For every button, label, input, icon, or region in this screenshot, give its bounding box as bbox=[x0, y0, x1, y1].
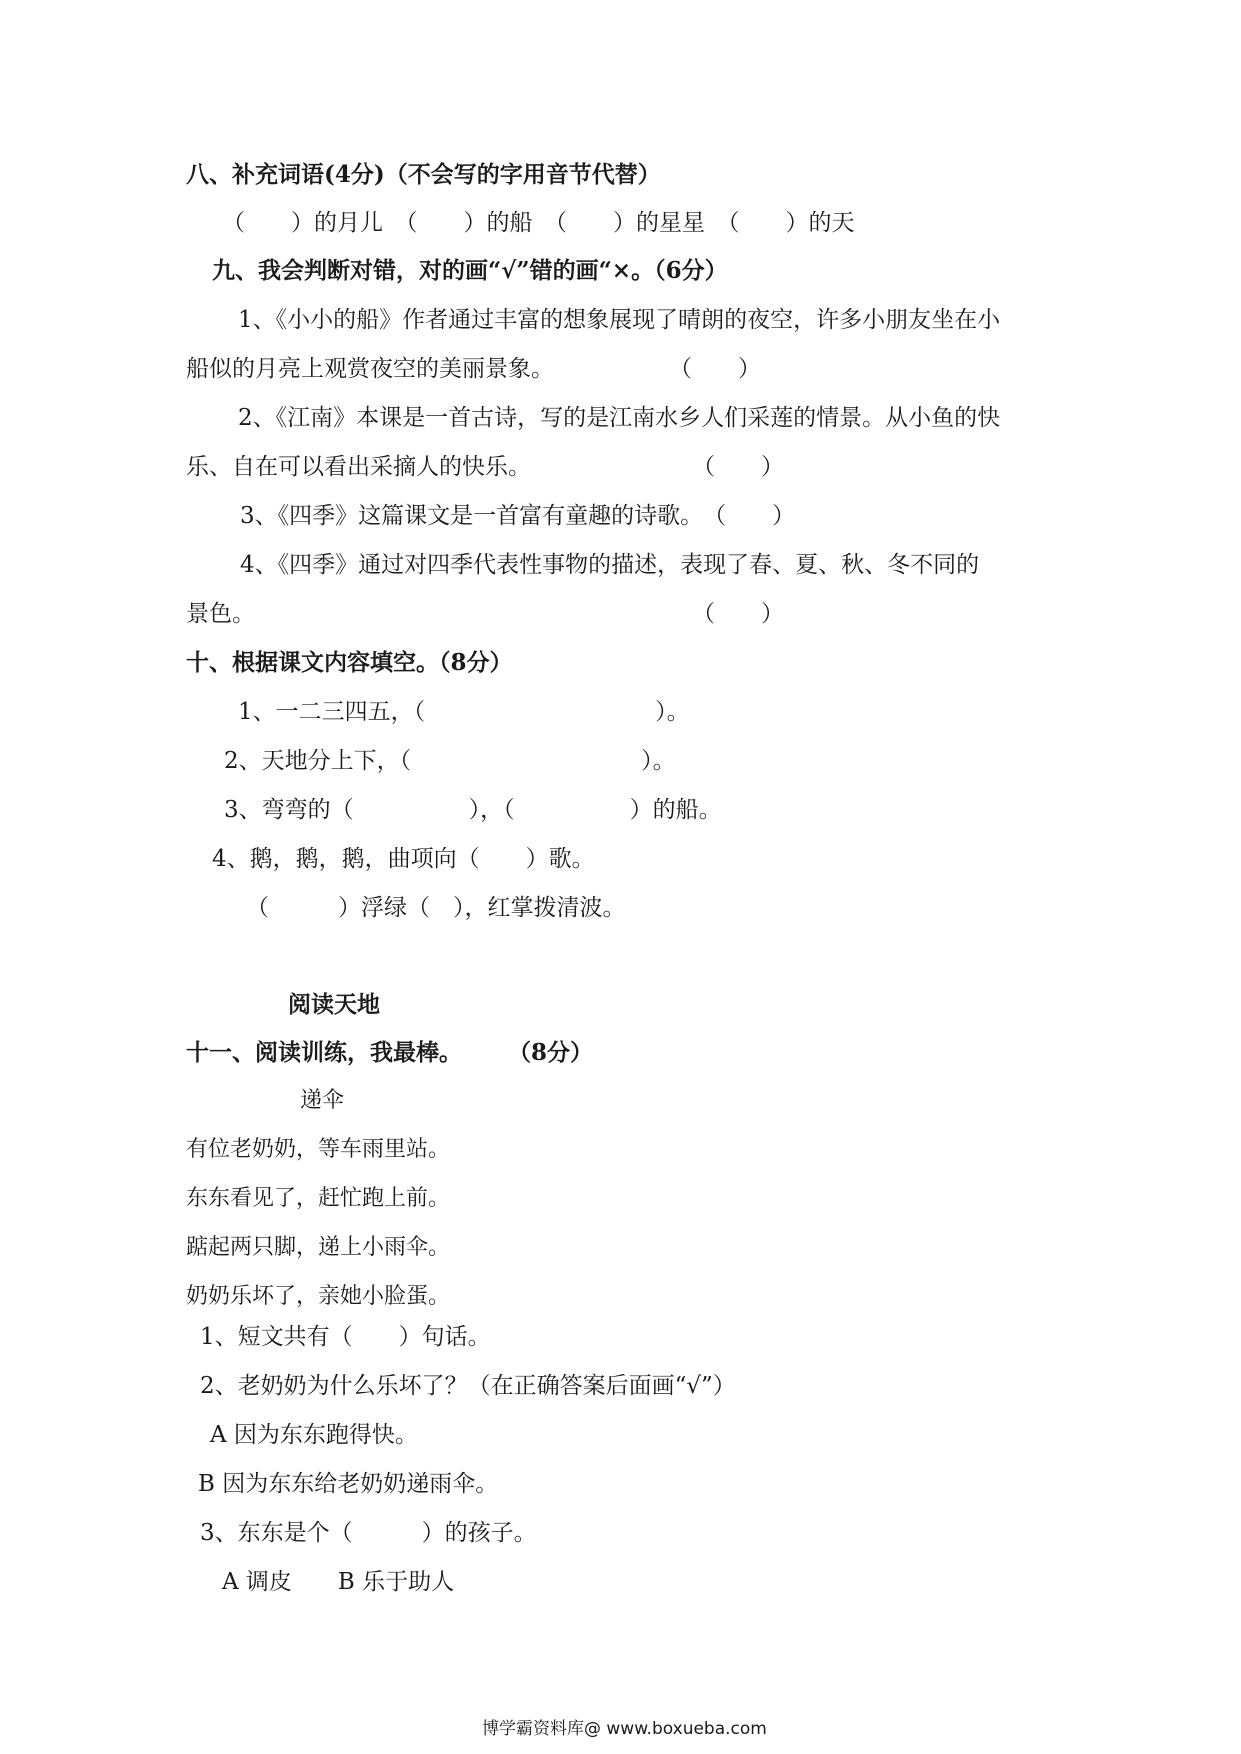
section-9-title: 九、我会判断对错，对的画“√”错的画“×。（6分） bbox=[212, 257, 728, 284]
section-11-q2-option-b: B 因为东东给老奶奶递雨伞。 bbox=[198, 1471, 499, 1497]
section-9-q2-line1: 2、《江南》本课是一首古诗，写的是江南水乡人们采莲的情景。从小鱼的快 bbox=[238, 405, 1001, 431]
section-11-title: 十一、阅读训练，我最棒。 （8分） bbox=[186, 1039, 594, 1066]
section-10-title: 十、根据课文内容填空。（8分） bbox=[186, 649, 513, 676]
section-8-title: 八、补充词语(4分)（不会写的字用音节代替） bbox=[186, 161, 661, 188]
section-11-q1: 1、短文共有（ ）句话。 bbox=[200, 1324, 491, 1350]
section-11-q3-options: A 调皮 B 乐于助人 bbox=[222, 1569, 455, 1595]
section-9-q3: 3、《四季》这篇课文是一首富有童趣的诗歌。 （ ） bbox=[240, 503, 796, 529]
poem-line-1: 有位老奶奶，等车雨里站。 bbox=[186, 1137, 451, 1162]
poem-line-4: 奶奶乐坏了，亲她小脸蛋。 bbox=[186, 1284, 451, 1309]
section-11-q2: 2、老奶奶为什么乐坏了？（在正确答案后面画“√”） bbox=[200, 1373, 736, 1399]
poem-line-3: 踮起两只脚，递上小雨伞。 bbox=[186, 1235, 451, 1260]
poem-title: 递伞 bbox=[300, 1088, 345, 1113]
poem-line-2: 东东看见了，赶忙跑上前。 bbox=[186, 1186, 451, 1211]
section-10-q3: 3、弯弯的（ ），（ ）的船。 bbox=[224, 797, 722, 823]
section-11-q3: 3、东东是个（ ）的孩子。 bbox=[200, 1520, 537, 1546]
section-9-q4-line1: 4、《四季》通过对四季代表性事物的描述，表现了春、夏、秋、冬不同的 bbox=[240, 552, 980, 578]
section-9-q2-line2: 乐、自在可以看出采摘人的快乐。 （ ） bbox=[186, 454, 784, 480]
section-10-q2: 2、天地分上下，（ ）。 bbox=[224, 748, 676, 774]
section-9-q1-line1: 1、《小小的船》作者通过丰富的想象展现了晴朗的夜空，许多小朋友坐在小 bbox=[238, 307, 1001, 333]
section-10-q4-line1: 4、鹅，鹅，鹅，曲项向（ ）歌。 bbox=[212, 846, 595, 872]
page-footer: 博学霸资料库@ www.boxueba.com bbox=[482, 1719, 767, 1739]
section-11-q2-option-a: A 因为东东跑得快。 bbox=[210, 1422, 418, 1448]
section-10-q1: 1、一二三四五，（ ）。 bbox=[238, 699, 690, 725]
section-9-q4-line2: 景色。 （ ） bbox=[186, 601, 784, 627]
section-10-q4-line2: （ ）浮绿（ ），红掌拨清波。 bbox=[246, 895, 626, 921]
reading-heading: 阅读天地 bbox=[288, 991, 380, 1018]
section-8-blanks: （ ）的月儿 （ ）的船 （ ）的星星 （ ）的天 bbox=[222, 210, 855, 236]
section-9-q1-line2: 船似的月亮上观赏夜空的美丽景象。 （ ） bbox=[186, 356, 761, 382]
